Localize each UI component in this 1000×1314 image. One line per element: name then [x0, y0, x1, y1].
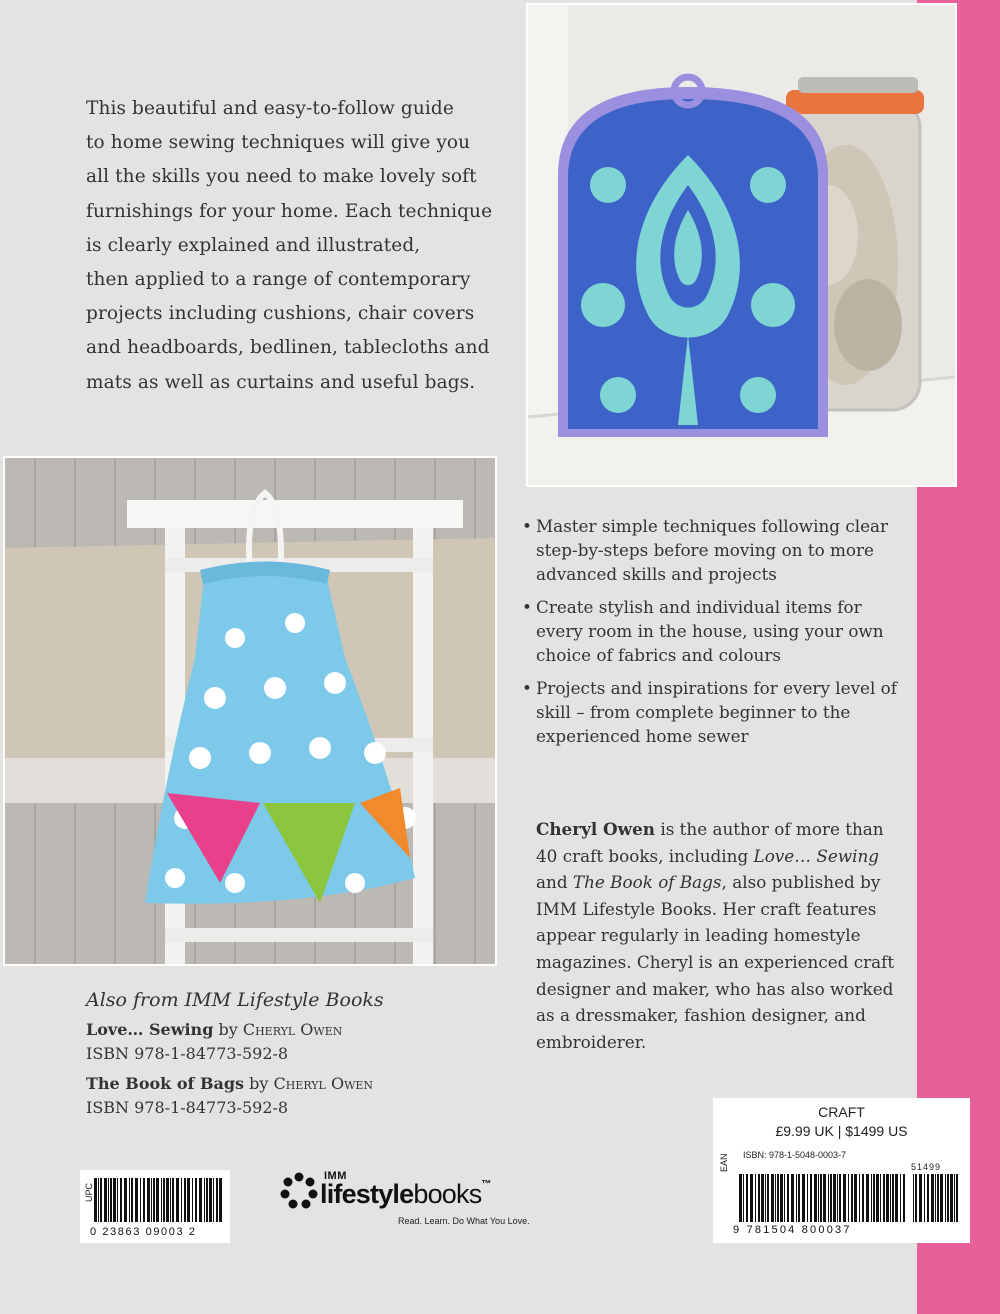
intro-line: then applied to a range of contemporary	[86, 269, 471, 291]
barcode-bar	[181, 1178, 182, 1222]
ean-digits: 9 781504 800037	[733, 1224, 852, 1236]
bullet-item: • Projects and inspirations for every level of skill – from complete beginner to the experienced home sewer	[520, 676, 900, 748]
barcode-bar	[771, 1174, 774, 1222]
barcode-bar	[777, 1174, 779, 1222]
barcode-bar	[839, 1174, 841, 1222]
author-text: and	[536, 872, 573, 893]
logo-wordmark-bold: lifestyle	[320, 1179, 414, 1209]
barcode-bar	[915, 1174, 917, 1222]
intro-line: This beautiful and easy-to-follow guide	[86, 98, 454, 119]
also-from-section	[86, 988, 506, 1126]
ean-label: EAN	[719, 1153, 729, 1172]
logo-imm-text: IMM	[324, 1170, 347, 1182]
barcode-bar	[895, 1174, 898, 1222]
related-book	[86, 1018, 506, 1066]
related-book-title: The Book of Bags	[86, 1074, 245, 1093]
ean-addon-digits: 51499	[911, 1162, 942, 1172]
book-title-italic: Love… Sewing	[753, 845, 880, 866]
barcode-bar	[94, 1178, 97, 1222]
ean-bars	[739, 1174, 909, 1222]
also-from-heading: Also from IMM Lifestyle Books	[86, 989, 384, 1011]
barcode-bar	[213, 1178, 214, 1222]
logo-tm: ™	[481, 1179, 491, 1190]
barcode-bar	[775, 1174, 776, 1222]
author-text: , also published by IMM Lifestyle Books. Her craft features appear regularly in leading homestyle magazines. Cheryl is an experienced craft designer and maker, who has also worked as a dressmaker, fashion designer, and embroiderer.	[536, 872, 895, 1052]
barcode-bar	[935, 1174, 936, 1222]
barcode-bar	[110, 1178, 112, 1222]
barcode-bar	[830, 1174, 832, 1222]
barcode-bar	[204, 1178, 205, 1222]
barcode-bar	[163, 1178, 165, 1222]
barcode-bar	[129, 1178, 130, 1222]
barcode-bar	[195, 1178, 197, 1222]
barcode-bar	[848, 1174, 849, 1222]
barcode-bar	[161, 1178, 162, 1222]
barcode-bar	[956, 1174, 958, 1222]
barcode-bar	[796, 1174, 797, 1222]
barcode-bar	[798, 1174, 800, 1222]
intro-line: furnishings for your home. Each technique	[86, 200, 493, 222]
drawstring-bag-photo	[3, 456, 497, 966]
barcode-bar	[859, 1174, 860, 1222]
barcode-bar	[950, 1174, 953, 1222]
barcode-bar	[954, 1174, 955, 1222]
barcode-bar	[219, 1178, 222, 1222]
barcode-bar	[947, 1174, 949, 1222]
barcode-bar	[940, 1174, 943, 1222]
barcode-bar	[170, 1178, 171, 1222]
barcode-bar	[755, 1174, 756, 1222]
related-book-by: by	[213, 1020, 243, 1039]
barcode-bar	[199, 1178, 202, 1222]
barcode-bar	[919, 1174, 922, 1222]
barcode-bar	[108, 1178, 109, 1222]
price-label: £9.99 UK | $1499 US	[775, 1123, 908, 1139]
barcode-bar	[184, 1178, 186, 1222]
barcode-bar	[143, 1178, 145, 1222]
book-title-italic: The Book of Bags	[572, 872, 722, 893]
barcode-bar	[209, 1178, 212, 1222]
barcode-bar	[140, 1178, 141, 1222]
barcode-bar	[937, 1174, 939, 1222]
barcode-bar	[871, 1174, 872, 1222]
barcode-bar	[945, 1174, 946, 1222]
barcode-bar	[187, 1178, 190, 1222]
barcode-bar	[843, 1174, 846, 1222]
logo-dots-icon	[280, 1172, 318, 1210]
barcode-bar	[833, 1174, 836, 1222]
pink-top-strip	[950, 0, 1000, 486]
barcode-bar	[876, 1174, 879, 1222]
barcode-bar	[900, 1174, 901, 1222]
barcode-bar	[787, 1174, 789, 1222]
intro-line: is clearly explained and illustrated,	[86, 234, 421, 256]
barcode-bar	[100, 1178, 102, 1222]
bullet-item: • Create stylish and individual items for every room in the house, using your own choice of fabrics and colours	[520, 595, 900, 667]
intro-line: to home sewing techniques will give you	[86, 132, 471, 154]
barcode-bar	[880, 1174, 881, 1222]
barcode-bar	[927, 1174, 929, 1222]
barcode-bar	[767, 1174, 769, 1222]
barcode-bar	[172, 1178, 174, 1222]
barcode-bar	[903, 1174, 905, 1222]
barcode-bar	[98, 1178, 99, 1222]
related-book-isbn: ISBN 978-1-84773-592-8	[86, 1098, 289, 1117]
barcode-bar	[104, 1178, 107, 1222]
logo-tagline: Read. Learn. Do What You Love.	[398, 1216, 530, 1226]
barcode-bar	[746, 1174, 748, 1222]
barcode-bar	[206, 1178, 208, 1222]
barcode-bar	[758, 1174, 760, 1222]
publisher-logo	[280, 1170, 540, 1230]
upc-label: UPC	[84, 1182, 94, 1202]
barcode-bar	[784, 1174, 785, 1222]
barcode-bar	[837, 1174, 838, 1222]
barcode-bar	[131, 1178, 133, 1222]
barcode-bar	[120, 1178, 122, 1222]
related-book-by: by	[244, 1074, 274, 1093]
author-text: is the author of more than 40 craft books, including	[536, 819, 884, 866]
barcode-bar	[765, 1174, 766, 1222]
barcode-bar	[931, 1174, 934, 1222]
barcode-bar	[153, 1178, 155, 1222]
barcode-bar	[761, 1174, 764, 1222]
barcode-bar	[862, 1174, 864, 1222]
author-name: Cheryl Owen	[536, 819, 655, 839]
barcode-bar	[739, 1174, 742, 1222]
barcode-bar	[866, 1174, 869, 1222]
barcode-bar	[873, 1174, 875, 1222]
author-bio	[536, 816, 906, 1055]
related-book-title: Love… Sewing	[86, 1020, 214, 1039]
intro-paragraph	[86, 92, 516, 400]
upc-digits: 0 23863 09003 2	[90, 1226, 197, 1238]
barcode-bar	[851, 1174, 853, 1222]
feature-bullets	[520, 514, 900, 757]
category-label: CRAFT	[818, 1104, 865, 1120]
barcode-bar	[823, 1174, 826, 1222]
barcode-bar	[743, 1174, 744, 1222]
related-book	[86, 1072, 506, 1120]
barcode-bar	[886, 1174, 889, 1222]
barcode-bar	[791, 1174, 794, 1222]
intro-line: all the skills you need to make lovely soft	[86, 166, 477, 188]
barcode-bar	[135, 1178, 138, 1222]
barcode-bar	[814, 1174, 817, 1222]
upc-bars	[94, 1178, 224, 1222]
intro-line: and headboards, bedlinen, tablecloths and	[86, 337, 490, 359]
barcode-bar	[780, 1174, 783, 1222]
barcode-bar	[807, 1174, 808, 1222]
related-book-isbn: ISBN 978-1-84773-592-8	[86, 1044, 289, 1063]
isbn-label: ISBN: 978-1-5048-0003-7	[743, 1150, 847, 1160]
barcode-bar	[147, 1178, 150, 1222]
barcode-bar	[156, 1178, 159, 1222]
barcode-bar	[750, 1174, 753, 1222]
barcode-bar	[890, 1174, 891, 1222]
barcode-bar	[802, 1174, 805, 1222]
logo-wordmark-light: books	[413, 1179, 482, 1209]
barcode-bar	[818, 1174, 819, 1222]
barcode-bar	[820, 1174, 822, 1222]
related-book-author: Cheryl Owen	[273, 1074, 374, 1093]
barcode-bar	[828, 1174, 829, 1222]
tea-cosy-photo	[526, 3, 957, 487]
barcode-bar	[192, 1178, 193, 1222]
ean-barcode-panel	[713, 1098, 970, 1243]
intro-line: projects including cushions, chair covers	[86, 303, 475, 325]
barcode-bar	[113, 1178, 116, 1222]
barcode-bar	[117, 1178, 118, 1222]
barcode-bar	[151, 1178, 152, 1222]
ean-addon-bars	[913, 1174, 961, 1222]
barcode-bar	[892, 1174, 894, 1222]
barcode-bar	[924, 1174, 925, 1222]
barcode-bar	[883, 1174, 885, 1222]
intro-line: mats as well as curtains and useful bags.	[86, 371, 476, 393]
barcode-bar	[176, 1178, 179, 1222]
upc-barcode	[80, 1170, 230, 1243]
logo-wordmark	[320, 1179, 491, 1210]
barcode-bar	[216, 1178, 218, 1222]
barcode-bar	[124, 1178, 127, 1222]
related-book-author: Cheryl Owen	[242, 1020, 343, 1039]
barcode-bar	[810, 1174, 812, 1222]
barcode-bar	[166, 1178, 169, 1222]
bullet-item: • Master simple techniques following clear step-by-steps before moving on to more advanced skills and projects	[520, 514, 900, 586]
barcode-bar	[913, 1174, 914, 1222]
barcode-bar	[854, 1174, 857, 1222]
